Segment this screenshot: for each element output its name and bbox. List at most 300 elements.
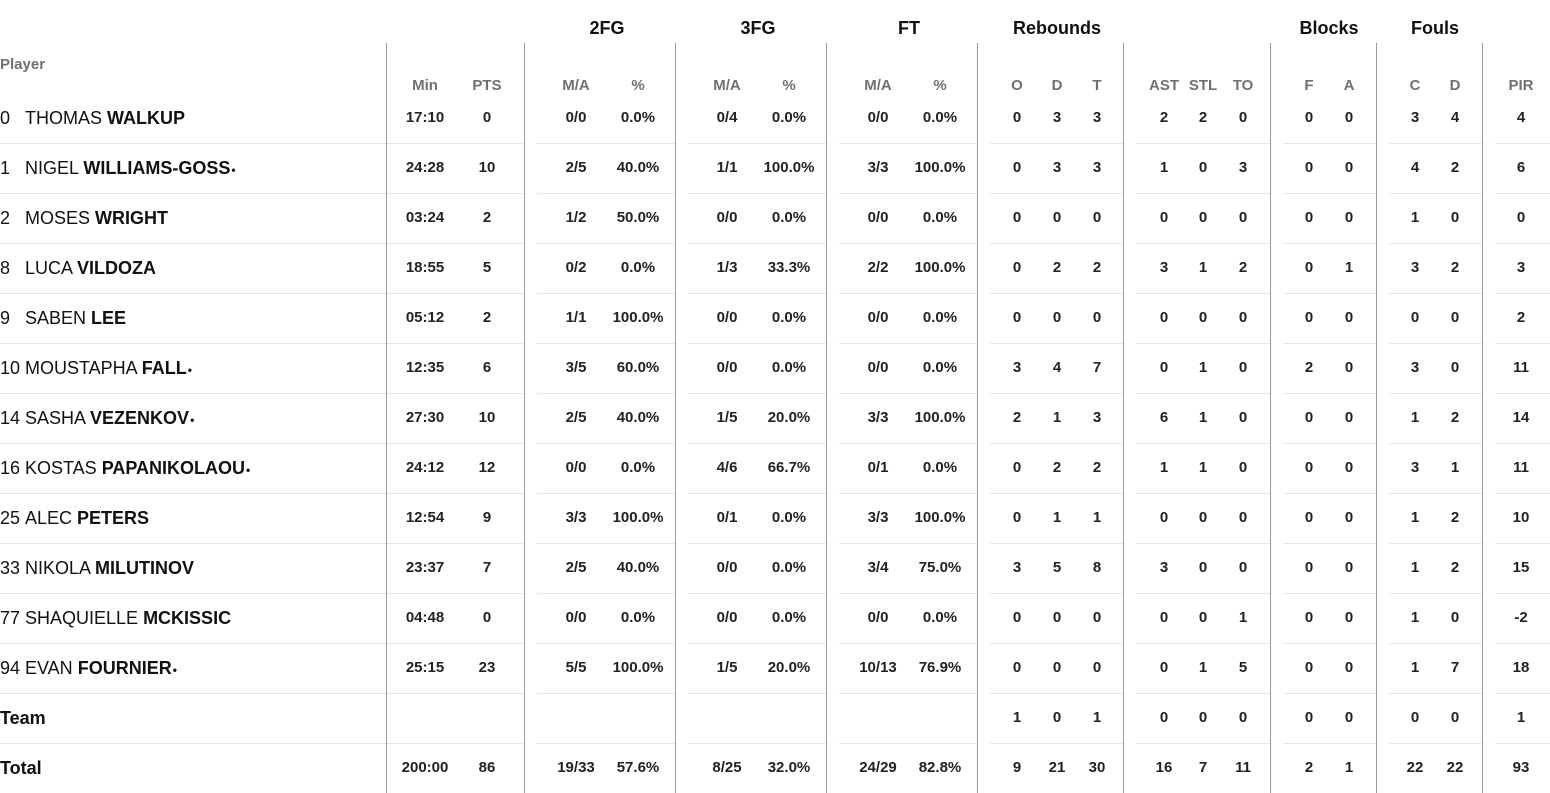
stat-cell: 3: [1410, 109, 1420, 126]
player-first-name: KOSTAS: [25, 458, 97, 478]
group-header-blocks: Blocks: [1299, 18, 1359, 38]
stat-cell: 10: [478, 409, 496, 426]
stat-cell: 2: [1516, 309, 1526, 326]
stat-cell: 0: [1012, 259, 1022, 276]
column-header: %: [631, 77, 645, 94]
stat-cell: 0: [1012, 459, 1022, 476]
player-number: 77: [0, 608, 21, 628]
stat-cell: 2: [1092, 459, 1102, 476]
player-first-name: NIGEL: [25, 158, 79, 178]
stat-cell: 12:54: [405, 509, 445, 526]
stat-cell: 3: [1410, 459, 1420, 476]
player-first-name: NIKOLA: [25, 558, 91, 578]
player-number: 1: [0, 158, 11, 178]
stat-cell: 32.0%: [767, 759, 811, 776]
stat-cell: 0: [1304, 209, 1314, 226]
player-last-name: MCKISSIC: [143, 608, 232, 628]
stat-cell: 0: [1410, 709, 1420, 726]
stat-cell: 3: [1410, 259, 1420, 276]
stat-cell: 0.0%: [771, 309, 807, 326]
stat-cell: 100.0%: [612, 659, 664, 676]
stat-cell: 0: [1344, 709, 1354, 726]
stat-cell: 0: [1238, 209, 1248, 226]
stat-cell: 0/0: [867, 359, 889, 376]
stat-cell: 3/3: [565, 509, 587, 526]
stat-cell: 8/25: [712, 759, 742, 776]
stat-cell: 3/4: [867, 559, 889, 576]
player-name[interactable]: [0, 493, 150, 543]
column-header: M/A: [713, 77, 741, 94]
player-name[interactable]: [0, 243, 157, 293]
stat-cell: 19/33: [557, 759, 595, 776]
stat-cell: 0: [1238, 559, 1248, 576]
stat-cell: 100.0%: [914, 509, 966, 526]
stat-cell: 8: [1092, 559, 1102, 576]
stat-cell: 2: [1450, 259, 1460, 276]
stat-cell: 23:37: [405, 559, 445, 576]
stat-cell: 1: [1012, 709, 1022, 726]
stat-cell: 0: [1344, 509, 1354, 526]
stat-cell: 1: [1410, 409, 1420, 426]
stat-cell: 0: [1410, 309, 1420, 326]
player-number: 33: [0, 558, 21, 578]
stat-cell: 0: [1238, 509, 1248, 526]
player-first-name: SASHA: [25, 408, 86, 428]
stat-cell: [452, 693, 522, 743]
stat-cell: 0: [1092, 609, 1102, 626]
stat-cell: 0: [1304, 509, 1314, 526]
stat-cell: 14: [1512, 409, 1530, 426]
stat-cell: 2: [1238, 259, 1248, 276]
stat-cell: 0: [1159, 509, 1169, 526]
stat-cell: 1: [1344, 259, 1354, 276]
stat-cell: 0/0: [716, 559, 738, 576]
stat-cell: 0/0: [867, 109, 889, 126]
stat-cell: 22: [1446, 759, 1464, 776]
column-header: T: [1092, 77, 1102, 94]
stat-cell: 0/0: [716, 359, 738, 376]
player-name[interactable]: [0, 593, 232, 643]
stat-cell: 1: [1092, 509, 1102, 526]
stat-cell: 3: [1410, 359, 1420, 376]
stat-cell: 3: [1092, 409, 1102, 426]
stat-cell: 4: [1450, 109, 1460, 126]
stat-cell: 0/0: [565, 459, 587, 476]
stat-cell: 2: [1198, 109, 1208, 126]
stat-cell: 0: [1052, 209, 1062, 226]
column-header: D: [1051, 77, 1063, 94]
stat-cell: 3/3: [867, 409, 889, 426]
stat-cell: 3: [1092, 159, 1102, 176]
stat-cell: 0.0%: [922, 459, 958, 476]
stat-cell: 0/1: [867, 459, 889, 476]
stat-cell: 66.7%: [767, 459, 811, 476]
stat-cell: 0/1: [716, 509, 738, 526]
stat-cell: 0: [1344, 609, 1354, 626]
stat-cell: 200:00: [401, 759, 449, 776]
stat-cell: 1: [1198, 409, 1208, 426]
stat-cell: 0: [1304, 109, 1314, 126]
stat-cell: 0: [1304, 559, 1314, 576]
stat-cell: 1: [1052, 509, 1062, 526]
stat-cell: 0.0%: [771, 109, 807, 126]
player-number: 8: [0, 258, 11, 278]
stat-cell: 0: [1344, 159, 1354, 176]
player-number: 10: [0, 358, 21, 378]
stat-cell: 6: [1516, 159, 1526, 176]
total-row-label: Total: [0, 758, 42, 778]
stat-cell: 0/0: [565, 109, 587, 126]
stat-cell: 1/5: [716, 659, 738, 676]
stat-cell: 1: [1238, 609, 1248, 626]
column-header: M/A: [562, 77, 590, 94]
player-name[interactable]: [0, 193, 169, 243]
stat-cell: 2: [1092, 259, 1102, 276]
column-divider: [524, 43, 525, 793]
stat-cell: 0: [1159, 359, 1169, 376]
stat-cell: 0: [1092, 209, 1102, 226]
stat-cell: [593, 693, 683, 743]
stat-cell: 0/2: [565, 259, 587, 276]
stat-cell: 0: [1012, 509, 1022, 526]
stat-cell: 0: [1450, 209, 1460, 226]
stat-cell: 0: [1159, 209, 1169, 226]
player-last-name: MILUTINOV: [95, 558, 195, 578]
stat-cell: 16: [1155, 759, 1173, 776]
player-last-name: FALL: [141, 358, 187, 378]
stat-cell: 24/29: [859, 759, 897, 776]
stat-cell: 3/3: [867, 509, 889, 526]
stat-cell: 1: [1410, 509, 1420, 526]
column-header: %: [782, 77, 796, 94]
stat-cell: 2/5: [565, 409, 587, 426]
stat-cell: 5/5: [565, 659, 587, 676]
column-header: Min: [412, 77, 438, 94]
stat-cell: 11: [1513, 459, 1529, 476]
stat-cell: 0/0: [867, 209, 889, 226]
stat-cell: 03:24: [405, 209, 445, 226]
stat-cell: 5: [482, 259, 492, 276]
stat-cell: 0: [1238, 359, 1248, 376]
player-name[interactable]: [0, 93, 186, 143]
stat-cell: 57.6%: [616, 759, 660, 776]
stat-cell: 0/0: [716, 609, 738, 626]
stat-cell: 10: [1512, 509, 1530, 526]
stat-cell: 1: [1198, 659, 1208, 676]
player-first-name: EVAN: [25, 658, 73, 678]
team-row-label: Team: [0, 708, 46, 728]
stat-cell: 100.0%: [612, 309, 664, 326]
stat-cell: 0.0%: [620, 259, 656, 276]
stat-cell: 0: [1012, 309, 1022, 326]
stat-cell: 0: [1198, 609, 1208, 626]
stat-cell: 1: [1159, 459, 1169, 476]
stat-cell: 21: [1048, 759, 1066, 776]
player-name[interactable]: [0, 643, 177, 693]
player-number: 94: [0, 658, 21, 678]
player-first-name: SABEN: [25, 308, 87, 328]
stat-cell: 1: [1410, 609, 1420, 626]
stat-cell: 18: [1512, 659, 1530, 676]
column-header: F: [1304, 77, 1314, 94]
stat-cell: 0.0%: [922, 109, 958, 126]
stat-cell: 3: [1092, 109, 1102, 126]
stat-cell: 0: [1238, 709, 1248, 726]
stat-cell: -2: [1514, 609, 1528, 626]
stat-cell: 50.0%: [616, 209, 660, 226]
stat-cell: 0/4: [716, 109, 738, 126]
stat-cell: 0: [1012, 659, 1022, 676]
stat-cell: 0/0: [867, 309, 889, 326]
stat-cell: 0: [1092, 309, 1102, 326]
column-header: AST: [1149, 77, 1179, 94]
starter-marker: •: [246, 463, 251, 477]
stat-cell: 0: [1344, 559, 1354, 576]
stat-cell: 7: [1450, 659, 1460, 676]
stat-cell: 0: [1012, 609, 1022, 626]
column-header: TO: [1232, 77, 1254, 94]
stat-cell: 2: [1450, 559, 1460, 576]
stat-cell: 3: [1052, 109, 1062, 126]
stat-cell: 40.0%: [616, 559, 660, 576]
stat-cell: 24:12: [405, 459, 445, 476]
stat-cell: 0/0: [716, 209, 738, 226]
stat-cell: 1: [1198, 259, 1208, 276]
stat-cell: 1: [1159, 159, 1169, 176]
stat-cell: 0: [1159, 709, 1169, 726]
stat-cell: 4: [1052, 359, 1062, 376]
stat-cell: 1/2: [565, 209, 587, 226]
group-header-rebounds: Rebounds: [1013, 18, 1101, 38]
stat-cell: 0: [1012, 159, 1022, 176]
stat-cell: 2: [1304, 359, 1314, 376]
stat-cell: 1: [1198, 359, 1208, 376]
stat-cell: 76.9%: [918, 659, 962, 676]
stat-cell: 0: [1304, 259, 1314, 276]
stat-cell: 0: [1238, 109, 1248, 126]
stat-cell: 40.0%: [616, 159, 660, 176]
column-header: D: [1449, 77, 1461, 94]
player-number: 0: [0, 108, 11, 128]
stat-cell: 2/2: [867, 259, 889, 276]
stat-cell: 11: [1235, 759, 1251, 776]
stat-cell: 0/0: [565, 609, 587, 626]
column-header: C: [1409, 77, 1421, 94]
stat-cell: 0: [1450, 609, 1460, 626]
player-last-name: WILLIAMS-GOSS: [83, 158, 231, 178]
stat-cell: 12: [478, 459, 496, 476]
player-last-name: VEZENKOV: [90, 408, 190, 428]
stat-cell: 9: [482, 509, 492, 526]
stat-cell: 0: [1159, 609, 1169, 626]
stat-cell: 0: [1304, 659, 1314, 676]
group-header-3fg: 3FG: [740, 18, 776, 38]
stat-cell: 0/0: [867, 609, 889, 626]
stat-cell: 100.0%: [914, 159, 966, 176]
player-first-name: SHAQUIELLE: [25, 608, 139, 628]
player-column-label: Player: [0, 56, 46, 73]
stat-cell: 0: [1344, 659, 1354, 676]
group-header-fouls: Fouls: [1411, 18, 1459, 38]
stat-cell: 0: [1344, 109, 1354, 126]
stat-cell: 0.0%: [771, 609, 807, 626]
stat-cell: 1/1: [716, 159, 738, 176]
stat-cell: 0: [1198, 559, 1208, 576]
stat-cell: 0: [1198, 309, 1208, 326]
stat-cell: 0: [482, 109, 492, 126]
player-number: 25: [0, 508, 21, 528]
stat-cell: 4: [1410, 159, 1420, 176]
player-number: 9: [0, 308, 11, 328]
player-name[interactable]: [0, 393, 194, 443]
stat-cell: 0: [1012, 109, 1022, 126]
stat-cell: 3: [1012, 359, 1022, 376]
stat-cell: [895, 693, 985, 743]
stat-cell: 20.0%: [767, 659, 811, 676]
row-divider: [0, 743, 386, 744]
stat-cell: 25:15: [405, 659, 445, 676]
stat-cell: 100.0%: [763, 159, 815, 176]
stat-cell: 0: [1052, 659, 1062, 676]
stat-cell: 2: [1012, 409, 1022, 426]
player-number: 14: [0, 408, 21, 428]
stat-cell: 0.0%: [620, 459, 656, 476]
stat-cell: 0: [1198, 209, 1208, 226]
stat-cell: 23: [478, 659, 496, 676]
stat-cell: 5: [1238, 659, 1248, 676]
stat-cell: 2/5: [565, 559, 587, 576]
stat-cell: 0: [1198, 159, 1208, 176]
player-name[interactable]: [0, 143, 236, 193]
stat-cell: 1/3: [716, 259, 738, 276]
stat-cell: 6: [482, 359, 492, 376]
stat-cell: 93: [1512, 759, 1530, 776]
stat-cell: 0: [1304, 609, 1314, 626]
stat-cell: 1: [1344, 759, 1354, 776]
player-name[interactable]: [0, 443, 250, 493]
stat-cell: 0: [1344, 409, 1354, 426]
stat-cell: 20.0%: [767, 409, 811, 426]
stat-cell: 0: [1052, 309, 1062, 326]
column-header: PTS: [472, 77, 502, 94]
player-first-name: ALEC: [25, 508, 73, 528]
player-number: 16: [0, 458, 21, 478]
stat-cell: 2: [1052, 259, 1062, 276]
stat-cell: 0/0: [716, 309, 738, 326]
stat-cell: 1: [1450, 459, 1460, 476]
stat-cell: 1/1: [565, 309, 587, 326]
stat-cell: 6: [1159, 409, 1169, 426]
stat-cell: 4/6: [716, 459, 738, 476]
stat-cell: 0: [1304, 409, 1314, 426]
stat-cell: 0: [1516, 209, 1526, 226]
stat-cell: 0.0%: [771, 509, 807, 526]
column-header: A: [1343, 77, 1355, 94]
stat-cell: 33.3%: [767, 259, 811, 276]
stat-cell: 3: [1159, 259, 1169, 276]
stat-cell: 0: [1238, 309, 1248, 326]
stat-cell: 86: [478, 759, 496, 776]
stat-cell: 30: [1088, 759, 1106, 776]
stat-cell: 0: [1012, 209, 1022, 226]
stat-cell: 0: [1238, 459, 1248, 476]
player-name[interactable]: [0, 293, 127, 343]
stat-cell: 0: [1304, 159, 1314, 176]
stat-cell: 3: [1159, 559, 1169, 576]
player-first-name: THOMAS: [25, 108, 103, 128]
stat-cell: 2/5: [565, 159, 587, 176]
stat-cell: 0.0%: [620, 609, 656, 626]
column-header: M/A: [864, 77, 892, 94]
stat-cell: 0: [1344, 359, 1354, 376]
stat-cell: 100.0%: [914, 259, 966, 276]
stat-cell: 0: [1344, 309, 1354, 326]
stat-cell: 100.0%: [612, 509, 664, 526]
stat-cell: 0: [1344, 459, 1354, 476]
column-header: STL: [1188, 77, 1218, 94]
stat-cell: 0: [1052, 609, 1062, 626]
stat-cell: 0.0%: [771, 559, 807, 576]
player-last-name: PETERS: [77, 508, 150, 528]
stat-cell: 10/13: [859, 659, 897, 676]
player-number: 2: [0, 208, 11, 228]
stat-cell: 1: [1198, 459, 1208, 476]
stat-cell: 18:55: [405, 259, 445, 276]
player-first-name: MOSES: [25, 208, 91, 228]
row-divider: [0, 693, 386, 694]
stat-cell: 60.0%: [616, 359, 660, 376]
stat-cell: 3: [1516, 259, 1526, 276]
stat-cell: 100.0%: [914, 409, 966, 426]
stat-cell: 0.0%: [620, 109, 656, 126]
player-last-name: PAPANIKOLAOU: [101, 458, 246, 478]
stat-cell: 0.0%: [922, 359, 958, 376]
player-last-name: FOURNIER: [77, 658, 172, 678]
player-last-name: VILDOZA: [77, 258, 157, 278]
stat-cell: 7: [1092, 359, 1102, 376]
starter-marker: •: [172, 663, 177, 677]
stat-cell: 0: [1450, 709, 1460, 726]
stat-cell: 3: [1052, 159, 1062, 176]
column-header: O: [1011, 77, 1023, 94]
player-last-name: WRIGHT: [95, 208, 169, 228]
stat-cell: 24:28: [405, 159, 445, 176]
player-last-name: LEE: [91, 308, 127, 328]
stat-cell: 0: [1344, 209, 1354, 226]
stat-cell: 12:35: [405, 359, 445, 376]
stat-cell: 2: [1304, 759, 1314, 776]
stat-cell: 0: [1238, 409, 1248, 426]
stat-cell: 3/3: [867, 159, 889, 176]
player-first-name: LUCA: [25, 258, 73, 278]
stat-cell: 05:12: [405, 309, 445, 326]
stat-cell: 1: [1410, 209, 1420, 226]
stat-cell: 0.0%: [922, 609, 958, 626]
stat-cell: 75.0%: [918, 559, 962, 576]
player-name[interactable]: [0, 543, 195, 593]
stat-cell: 0: [1159, 659, 1169, 676]
stat-cell: 7: [1198, 759, 1208, 776]
group-header-ft: FT: [898, 18, 920, 38]
stat-cell: 0: [1198, 509, 1208, 526]
stat-cell: 0: [1450, 309, 1460, 326]
column-header: PIR: [1508, 77, 1534, 94]
player-name[interactable]: [0, 343, 192, 393]
stat-cell: 82.8%: [918, 759, 962, 776]
stat-cell: 0: [1092, 659, 1102, 676]
stat-cell: 4: [1516, 109, 1526, 126]
stat-cell: 27:30: [405, 409, 445, 426]
